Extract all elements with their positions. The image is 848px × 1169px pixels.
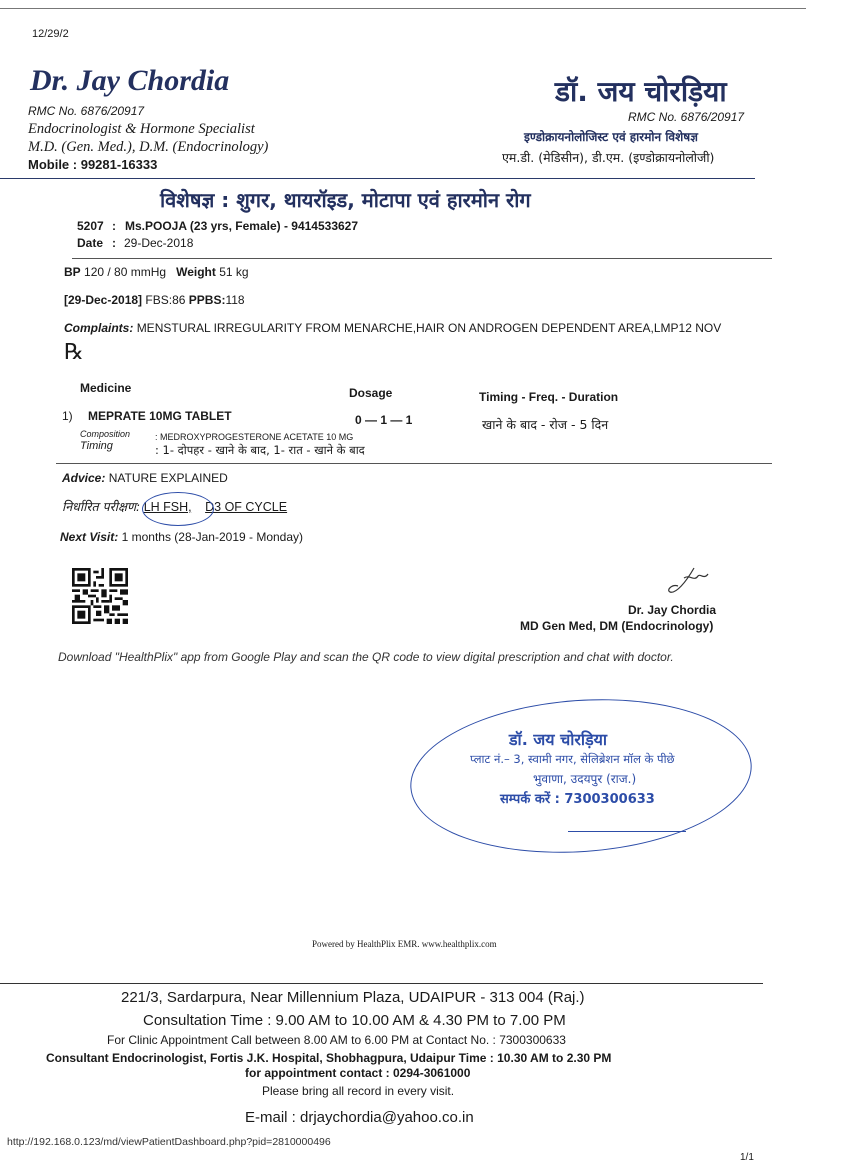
bp-label: BP	[64, 265, 81, 279]
complaints-text: MENSTURAL IRREGULARITY FROM MENARCHE,HAIR ON ANDROGEN DEPENDENT AREA,LMP12 NOV	[136, 321, 722, 335]
powered-by: Powered by HealthPlix EMR. www.healthplix.com	[312, 939, 497, 949]
fbs-value: FBS:86	[145, 293, 186, 307]
footer-consultation: Consultation Time : 9.00 AM to 10.00 AM & 4.30 PM to 7.00 PM	[143, 1012, 566, 1029]
advice-label: Advice:	[62, 471, 106, 485]
signature-name: Dr. Jay Chordia	[628, 603, 717, 617]
medicine-rule	[56, 463, 772, 464]
stamp-city: भुवाणा, उदयपुर (राज.)	[533, 772, 637, 786]
stamp-contact: सम्पर्क करें : 7300300633	[500, 792, 655, 807]
patient-info: Ms.POOJA (23 yrs, Female) - 9414533627	[125, 219, 359, 233]
rmc-hindi-side: RMC No. 6876/20917	[628, 110, 745, 124]
labs-date: [29-Dec-2018]	[64, 293, 143, 307]
specialty-english: Endocrinologist & Hormone Specialist	[28, 121, 255, 137]
next-visit-text: 1 months (28-Jan-2019 - Monday)	[121, 530, 304, 544]
patient-rule	[72, 258, 772, 259]
doctor-name-hindi: डॉ. जय चोरड़िया	[555, 75, 727, 108]
ppbs-label: PPBS:	[188, 293, 226, 307]
header-timing: Timing - Freq. - Duration	[479, 390, 619, 404]
mobile-number: Mobile : 99281-16333	[28, 157, 158, 172]
footer-bring: Please bring all record in every visit.	[262, 1084, 455, 1098]
stamp-address: प्लाट नं.– 3, स्वामी नगर, सेलिब्रेशन मॉल के पीछे	[470, 752, 675, 766]
med-row-dosage: 0 — 1 — 1	[355, 413, 413, 427]
footer-address: 221/3, Sardarpura, Near Millennium Plaza, UDAIPUR - 313 004 (Raj.)	[121, 989, 585, 1006]
test-item-2: D3 OF CYCLE	[205, 500, 288, 514]
timing-detail: : 1- दोपहर - खाने के बाद, 1- रात - खाने के बाद	[155, 443, 365, 457]
bp-value: 120 / 80 mmHg	[84, 265, 167, 279]
footer-email: E-mail : drjaychordia@yahoo.co.in	[245, 1109, 474, 1126]
patient-id: 5207	[77, 219, 104, 233]
timing-label: Timing	[80, 440, 113, 452]
handwritten-circle	[142, 492, 214, 526]
page-url: http://192.168.0.123/md/viewPatientDashboard.php?pid=2810000496	[7, 1136, 331, 1148]
header-rule	[0, 178, 755, 179]
footer-appointment: for appointment contact : 0294-3061000	[245, 1066, 471, 1080]
date-label: Date	[77, 236, 104, 250]
header-dosage: Dosage	[349, 386, 393, 400]
signature-degree: MD Gen Med, DM (Endocrinology)	[520, 619, 714, 633]
stamp-underline	[568, 831, 686, 832]
patient-sep: :	[112, 219, 116, 233]
rx-icon: ℞	[64, 340, 84, 365]
footer-consultant: Consultant Endocrinologist, Fortis J.K. Hospital, Shobhagpura, Udaipur Time : 10.30 AM to 2.30 PM	[46, 1051, 612, 1065]
ppbs-value: 118	[225, 293, 245, 307]
date-sep: :	[112, 236, 116, 250]
med-row-name: MEPRATE 10MG TABLET	[88, 409, 232, 423]
visit-date: 29-Dec-2018	[124, 236, 194, 250]
footer-clinic-call: For Clinic Appointment Call between 8.00 AM to 6.00 PM at Contact No. : 7300300633	[107, 1033, 566, 1047]
degrees-hindi: एम.डी. (मेडिसीन), डी.एम. (इण्डोक्रायनोलोजी)	[502, 150, 715, 165]
download-note: Download "HealthPlix" app from Google Play and scan the QR code to view digital prescription and chat with doctor.	[58, 650, 674, 664]
rmc-english: RMC No. 6876/20917	[28, 104, 145, 118]
doctor-name-english: Dr. Jay Chordia	[30, 64, 230, 97]
print-date: 12/29/2	[32, 28, 69, 40]
composition-label: Composition	[80, 429, 131, 439]
qr-code-icon	[72, 568, 128, 624]
specialty-banner: विशेषज्ञ : शुगर, थायरॉइड, मोटापा एवं हारमोन रोग	[160, 188, 531, 212]
advice-text: NATURE EXPLAINED	[108, 471, 228, 485]
med-row-num: 1)	[62, 409, 73, 423]
page-number: 1/1	[740, 1152, 754, 1163]
specialty-hindi: इण्डोक्रायनोलोजिस्ट एवं हारमोन विशेषज्ञ	[524, 130, 698, 144]
complaints-label: Complaints:	[64, 321, 134, 335]
footer-rule	[0, 983, 763, 984]
top-edge-line	[0, 8, 806, 9]
med-row-timing: खाने के बाद - रोज - 5 दिन	[482, 417, 609, 432]
test-item-1: LH FSH,	[143, 500, 192, 514]
stamp-name: डॉ. जय चोरड़िया	[509, 730, 608, 749]
header-medicine: Medicine	[80, 381, 132, 395]
weight-value: 51 kg	[219, 265, 249, 279]
weight-label: Weight	[176, 265, 216, 279]
signature-scribble	[664, 564, 714, 600]
tests-label: निर्धारित परीक्षण:	[62, 499, 141, 514]
degrees-english: M.D. (Gen. Med.), D.M. (Endocrinology)	[28, 139, 269, 155]
composition-value: : MEDROXYPROGESTERONE ACETATE 10 MG	[155, 432, 354, 442]
next-visit-label: Next Visit:	[60, 530, 119, 544]
